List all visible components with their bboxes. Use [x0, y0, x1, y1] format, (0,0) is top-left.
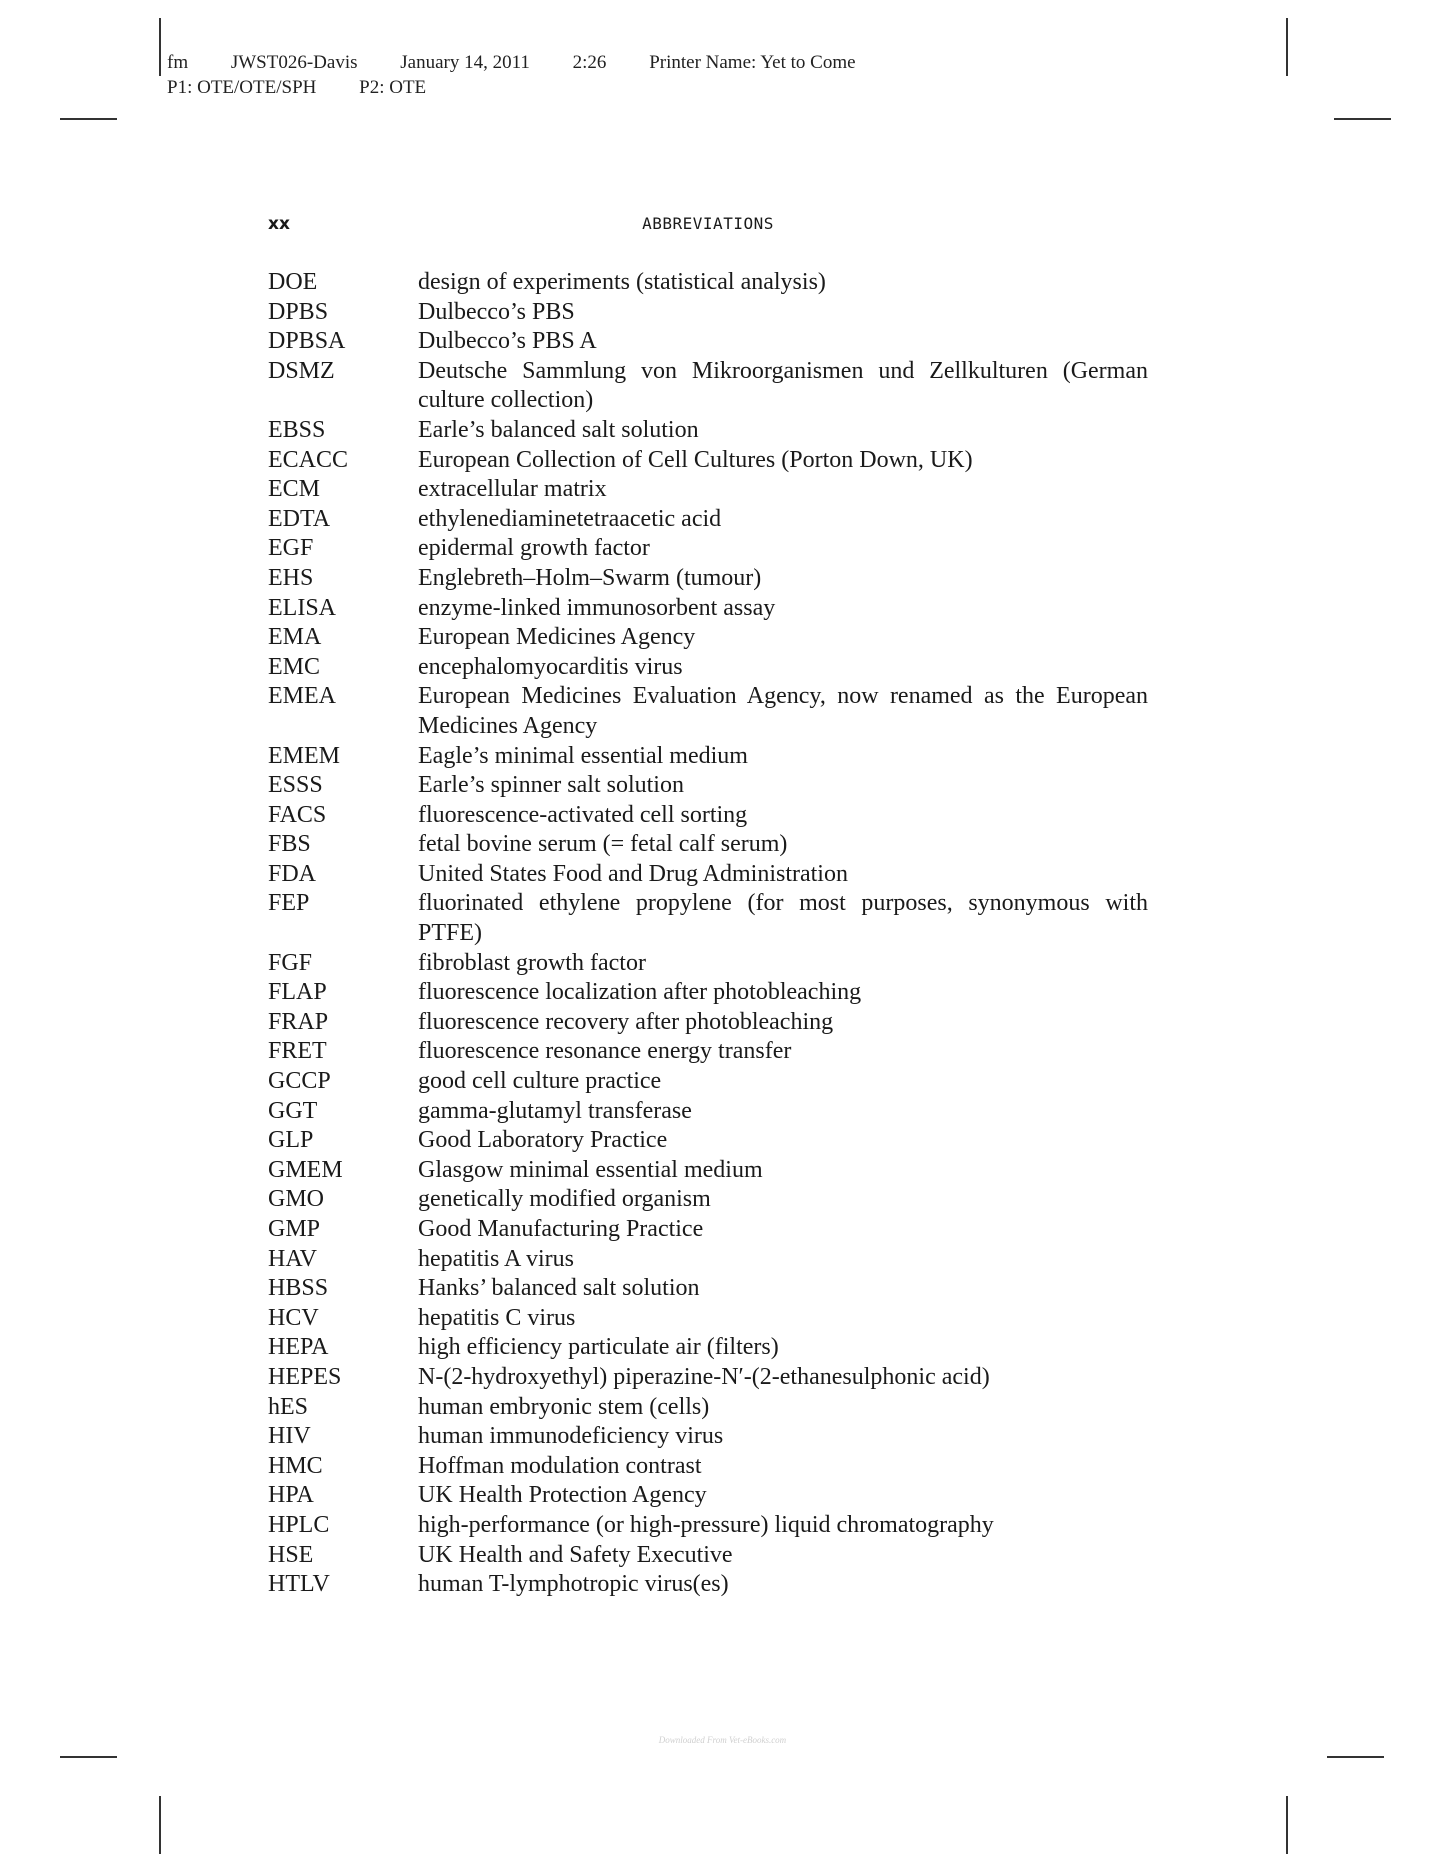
list-item: [268, 446, 1148, 476]
list-item: [268, 889, 1148, 948]
list-item: [268, 534, 1148, 564]
crop-mark-top-left: [159, 18, 161, 76]
list-item: [268, 357, 1148, 416]
list-item: [268, 1245, 1148, 1275]
list-item: [268, 1274, 1148, 1304]
abbreviation-definition: European Medicines Evaluation Agency, now renamed as the European Medicines Agency: [418, 683, 1148, 739]
abbreviation-definition: fluorinated ethylene propylene (for most purposes, synonymous with PTFE): [418, 890, 1148, 947]
list-item: [268, 1363, 1148, 1393]
abbreviation-term: HIV: [268, 1423, 311, 1450]
abbreviation-term: EBSS: [268, 416, 326, 443]
list-item: [268, 742, 1148, 772]
list-item: [268, 564, 1148, 594]
list-item: [268, 1333, 1148, 1363]
list-item: [268, 1037, 1148, 1067]
abbreviation-term: EMA: [268, 624, 322, 651]
abbreviation-term: DOE: [268, 269, 318, 295]
abbreviation-definition: Hanks’ balanced salt solution: [418, 1275, 700, 1302]
list-item: [268, 475, 1148, 505]
abbreviation-definition: encephalomyocarditis virus: [418, 653, 683, 680]
abbreviation-term: FEP: [268, 890, 310, 917]
abbreviation-term: ESSS: [268, 772, 323, 799]
list-item: [268, 327, 1148, 357]
list-item: [268, 978, 1148, 1008]
abbreviation-definition: hepatitis C virus: [418, 1304, 576, 1331]
abbreviation-term: FLAP: [268, 979, 327, 1006]
abbreviation-definition: high efficiency particulate air (filters): [418, 1334, 779, 1361]
list-item: [268, 1215, 1148, 1245]
abbreviation-definition: fibroblast growth factor: [418, 949, 646, 976]
abbreviation-definition: Deutsche Sammlung von Mikroorganismen und Zellkulturen (German culture collection): [418, 357, 1148, 414]
printer-slug: [167, 50, 856, 100]
abbreviation-term: EMEM: [268, 742, 340, 769]
abbreviation-term: FRAP: [268, 1008, 329, 1035]
list-item: [268, 505, 1148, 535]
crop-mark-right-upper: [1334, 118, 1391, 120]
abbreviation-definition: Eagle’s minimal essential medium: [418, 742, 748, 769]
crop-mark-bottom-left: [159, 1796, 161, 1854]
abbreviation-definition: fluorescence localization after photobleaching: [418, 979, 862, 1006]
list-item: [268, 801, 1148, 831]
slug-date: January 14, 2011: [400, 52, 530, 73]
abbreviation-term: EGF: [268, 535, 314, 562]
list-item: [268, 1097, 1148, 1127]
abbreviation-term: HPA: [268, 1482, 314, 1509]
abbreviation-definition: N-(2-hydroxyethyl) piperazine-N′-(2-ethanesulphonic acid): [418, 1363, 990, 1390]
abbreviation-definition: European Medicines Agency: [418, 624, 696, 651]
list-item: [268, 298, 1148, 328]
slug-line-2: [167, 75, 856, 100]
abbreviation-definition: human immunodeficiency virus: [418, 1423, 724, 1450]
crop-mark-bottom-right: [1286, 1796, 1288, 1854]
list-item: [268, 949, 1148, 979]
list-item: [268, 1452, 1148, 1482]
abbreviation-term: DPBS: [268, 298, 329, 325]
abbreviation-definition: human embryonic stem (cells): [418, 1393, 710, 1420]
list-item: [268, 1511, 1148, 1541]
abbreviation-term: HTLV: [268, 1571, 330, 1598]
list-item: [268, 268, 1148, 298]
abbreviation-definition: enzyme-linked immunosorbent assay: [418, 594, 776, 621]
abbreviation-term: DPBSA: [268, 328, 346, 355]
abbreviation-definition: epidermal growth factor: [418, 535, 650, 562]
abbreviation-definition: Earle’s balanced salt solution: [418, 416, 699, 443]
abbreviation-list: [268, 268, 1148, 1600]
abbreviation-definition: fluorescence resonance energy transfer: [418, 1038, 792, 1065]
page-title: ABBREVIATIONS: [642, 214, 774, 233]
abbreviation-term: GMEM: [268, 1156, 343, 1183]
abbreviation-term: HEPES: [268, 1363, 342, 1390]
abbreviation-term: EHS: [268, 564, 314, 591]
list-item: [268, 594, 1148, 624]
abbreviation-term: EMC: [268, 653, 321, 680]
abbreviation-term: GCCP: [268, 1068, 331, 1095]
abbreviation-term: GGT: [268, 1097, 318, 1124]
page-number: xx: [268, 214, 290, 234]
abbreviation-term: HPLC: [268, 1511, 330, 1538]
abbreviation-definition: Earle’s spinner salt solution: [418, 772, 684, 799]
slug-job-id: JWST026-Davis: [230, 52, 358, 73]
list-item: [268, 416, 1148, 446]
list-item: [268, 1156, 1148, 1186]
abbreviation-definition: Dulbecco’s PBS: [418, 298, 575, 325]
list-item: [268, 1126, 1148, 1156]
abbreviation-definition: European Collection of Cell Cultures (Porton Down, UK): [418, 446, 973, 473]
abbreviation-term: GMP: [268, 1216, 321, 1242]
abbreviation-term: GMO: [268, 1186, 325, 1213]
abbreviation-definition: gamma-glutamyl transferase: [418, 1097, 692, 1124]
abbreviation-term: HBSS: [268, 1275, 329, 1302]
abbreviation-term: HMC: [268, 1452, 323, 1479]
abbreviation-definition: fluorescence-activated cell sorting: [418, 801, 748, 828]
list-item: [268, 771, 1148, 801]
list-item: [268, 653, 1148, 683]
abbreviation-definition: UK Health and Safety Executive: [418, 1541, 733, 1568]
abbreviation-definition: high-performance (or high-pressure) liquid chromatography: [418, 1511, 994, 1538]
abbreviation-definition: Hoffman modulation contrast: [418, 1452, 702, 1479]
list-item: [268, 860, 1148, 890]
abbreviation-term: EDTA: [268, 505, 331, 532]
abbreviation-definition: Englebreth–Holm–Swarm (tumour): [418, 564, 762, 591]
abbreviation-definition: fetal bovine serum (= fetal calf serum): [418, 831, 788, 858]
list-item: [268, 623, 1148, 653]
list-item: [268, 1304, 1148, 1334]
list-item: [268, 1067, 1148, 1097]
list-item: [268, 1570, 1148, 1600]
abbreviation-term: hES: [268, 1393, 309, 1420]
abbreviation-definition: hepatitis A virus: [418, 1245, 574, 1272]
slug-line-1: [167, 50, 856, 75]
abbreviation-term: HCV: [268, 1304, 319, 1331]
abbreviation-definition: United States Food and Drug Administration: [418, 860, 848, 887]
abbreviation-definition: design of experiments (statistical analysis): [418, 269, 826, 295]
abbreviation-definition: extracellular matrix: [418, 476, 607, 503]
abbreviation-term: HSE: [268, 1541, 314, 1568]
abbreviation-definition: Glasgow minimal essential medium: [418, 1156, 763, 1183]
abbreviation-definition: fluorescence recovery after photobleaching: [418, 1008, 834, 1035]
abbreviation-term: GLP: [268, 1127, 314, 1154]
abbreviation-definition: Dulbecco’s PBS A: [418, 328, 597, 355]
abbreviation-term: FDA: [268, 860, 317, 887]
abbreviation-definition: Good Laboratory Practice: [418, 1127, 668, 1154]
crop-mark-left-lower: [60, 1756, 117, 1758]
watermark: Downloaded From Vet-eBooks.com: [658, 1735, 787, 1745]
list-item: [268, 682, 1148, 741]
crop-mark-right-lower: [1327, 1756, 1384, 1758]
abbreviation-term: EMEA: [268, 683, 336, 710]
crop-mark-top-right: [1286, 18, 1288, 76]
list-item: [268, 1008, 1148, 1038]
abbreviation-term: ELISA: [268, 594, 336, 621]
list-item: [268, 1481, 1148, 1511]
crop-mark-left-upper: [60, 118, 117, 120]
slug-p2: P2: OTE: [359, 77, 427, 98]
abbreviation-definition: genetically modified organism: [418, 1186, 711, 1213]
abbreviation-definition: human T-lymphotropic virus(es): [418, 1571, 729, 1598]
list-item: [268, 1185, 1148, 1215]
abbreviation-term: FBS: [268, 831, 311, 858]
list-item: [268, 1422, 1148, 1452]
abbreviation-definition: good cell culture practice: [418, 1068, 662, 1095]
slug-p1: P1: OTE/OTE/SPH: [167, 77, 317, 98]
slug-time: 2:26: [572, 52, 607, 73]
abbreviation-definition: Good Manufacturing Practice: [418, 1216, 704, 1242]
abbreviation-definition: UK Health Protection Agency: [418, 1482, 707, 1509]
abbreviation-term: ECACC: [268, 446, 349, 473]
abbreviation-term: FRET: [268, 1038, 327, 1065]
list-item: [268, 1541, 1148, 1571]
abbreviation-term: DSMZ: [268, 357, 335, 384]
list-item: [268, 1393, 1148, 1423]
abbreviation-term: FGF: [268, 949, 313, 976]
slug-printer-name: Printer Name: Yet to Come: [649, 52, 856, 73]
list-item: [268, 830, 1148, 860]
abbreviation-term: HEPA: [268, 1334, 329, 1361]
running-head: [268, 214, 1148, 238]
abbreviation-term: FACS: [268, 801, 327, 828]
slug-chapter: fm: [167, 52, 189, 73]
abbreviation-term: HAV: [268, 1245, 317, 1272]
abbreviation-definition: ethylenediaminetetraacetic acid: [418, 505, 722, 532]
abbreviation-term: ECM: [268, 476, 321, 503]
